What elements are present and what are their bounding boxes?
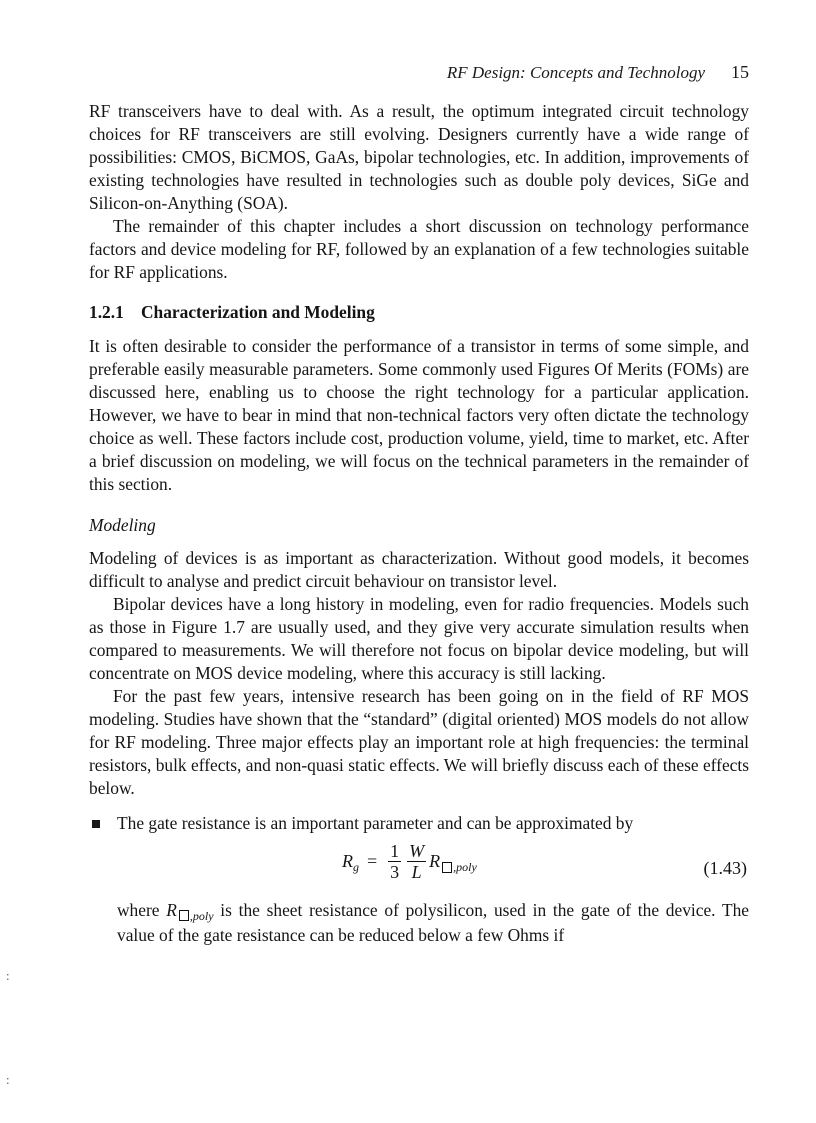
paragraph: The remainder of this chapter includes a short discussion on technology performance factors and device modeling for RF, followed by an explanation of a few technologies suitable for RF applications. [89, 216, 749, 282]
inline-r: R [166, 900, 177, 920]
eq-frac-denominator: 3 [390, 862, 400, 882]
eq-fraction-w-over-l [407, 841, 426, 882]
section-title: Characterization and Modeling [141, 302, 375, 322]
paragraph: Bipolar devices have a long history in modeling, even for radio frequencies. Models such as those in Figure 1.7 are usually used, and they give very accurate simulation results when compared to measurements. We will therefore not focus on bipolar device modeling, but will concentrate on MOS device modeling, where this accuracy is still lacking. [89, 594, 749, 683]
eq-rhs: R [429, 851, 441, 871]
eq-fraction-one-third [388, 841, 401, 882]
equation-body [342, 841, 477, 882]
bullet-intro: The gate resistance is an important parameter and can be approximated by [117, 813, 634, 833]
running-head [89, 62, 749, 83]
continuation-text: is the sheet resistance of polysilicon, used in the gate of the device. The value of the gate resistance can be reduced below a few Ohms if [117, 900, 749, 945]
page-number: 15 [731, 62, 749, 82]
section-heading [89, 301, 749, 324]
eq-frac-numerator: 1 [390, 841, 400, 861]
body-text [89, 100, 749, 947]
equation-number: (1.43) [703, 858, 747, 878]
continuation-lead: where [117, 900, 167, 920]
inline-sheet-resistance [166, 900, 214, 923]
eq-lhs-subscript: g [353, 860, 359, 874]
equation-1-43 [117, 837, 749, 895]
eq-lhs: R [342, 851, 353, 871]
eq-frac-numerator: W [409, 841, 425, 861]
list-item [89, 812, 749, 947]
eq-equals: = [367, 851, 378, 871]
paragraph: RF transceivers have to deal with. As a result, the optimum integrated circuit technology choices for RF transceivers are still evolving. Designers currently have a wide range of possibilities: CMOS, BiCMOS, GaAs, bipolar technologies, etc. In addition, improvements of existing technologies have resulted in technologies such as double poly devices, SiGe and Silicon-on-Anything (SOA). [89, 101, 749, 213]
subsection-heading: Modeling [89, 515, 156, 535]
running-title: RF Design: Concepts and Technology [446, 63, 705, 82]
section-number: 1.2.1 [89, 302, 124, 322]
sheet-resistance-square-icon [442, 862, 452, 873]
eq-rhs-subscript: ,poly [453, 860, 477, 874]
scan-margin-mark: : [6, 1072, 10, 1087]
bullet-continuation [117, 899, 749, 947]
paragraph: For the past few years, intensive research has been going on in the field of RF MOS modeling. Studies have shown that the “standard” (digital oriented) MOS models do not allow for RF modeling. Three major effects play an important role at high frequencies: the terminal resistors, bulk effects, and non-quasi static effects. We will briefly discuss each of these effects below. [89, 686, 749, 798]
paragraph: It is often desirable to consider the performance of a transistor in terms of some simple, and preferable easily measurable parameters. Some commonly used Figures Of Merits (FOMs) are discussed here, enabling us to choose the right technology for a particular application. However, we have to bear in mind that non-technical factors very often dictate the technology choice as well. These factors include cost, production volume, yield, time to market, etc. After a brief discussion on modeling, we will focus on the technical parameters in the remainder of this section. [89, 336, 749, 494]
bullet-square-icon [92, 820, 100, 828]
paragraph: Modeling of devices is as important as characterization. Without good models, it becomes difficult to analyse and predict circuit behaviour on transistor level. [89, 548, 749, 591]
bullet-list [89, 812, 749, 947]
sheet-resistance-square-icon [179, 910, 189, 921]
inline-subscript: ,poly [189, 909, 214, 923]
eq-frac-denominator: L [411, 862, 422, 882]
scan-margin-mark: : [6, 968, 10, 983]
